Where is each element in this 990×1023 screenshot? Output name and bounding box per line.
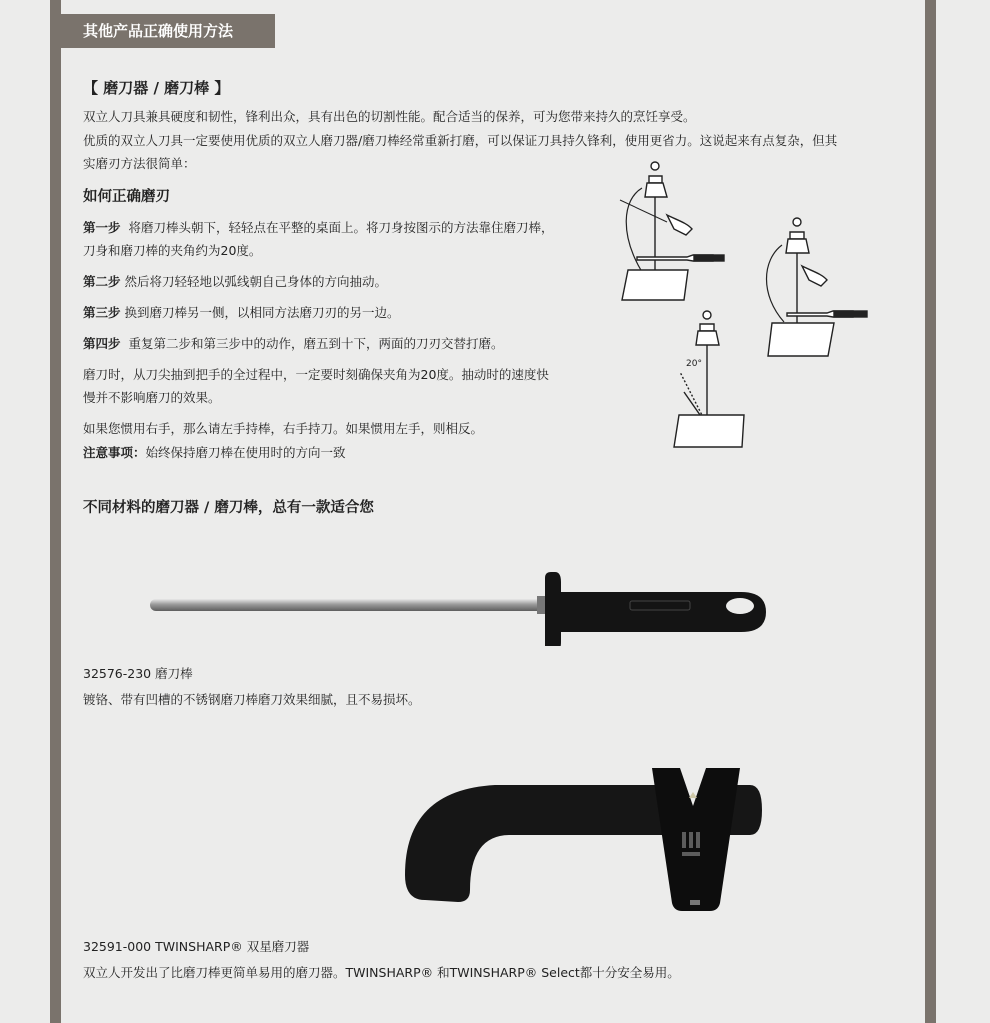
caution-line — [83, 441, 346, 464]
step-1-line-2: 刀身和磨刀棒的夹角约为20度。 — [83, 243, 262, 258]
intro-line-3: 实磨刃方法很简单： — [83, 156, 196, 171]
materials-title: 不同材料的磨刀器 / 磨刀棒，总有一款适合您 — [83, 500, 374, 516]
angle-label: 20° — [686, 359, 702, 369]
illustration-figure-2 — [767, 218, 868, 356]
step-4-label: 第四步 — [83, 336, 121, 351]
illustration-figure-3 — [674, 311, 744, 447]
right-frame-border — [925, 0, 936, 1023]
step-1-line-1 — [83, 216, 553, 239]
section-heading: 【 磨刀器 / 磨刀棒 】 — [83, 79, 230, 97]
twinsharp-image — [400, 760, 762, 918]
caution-label: 注意事项： — [83, 445, 146, 460]
step-3 — [83, 301, 400, 324]
illustration-figure-1 — [620, 162, 724, 300]
honing-rod-image — [145, 568, 770, 646]
intro-line-1: 双立人刀具兼具硬度和韧性，锋利出众，具有出色的切割性能。配合适当的保养，可为您带来持久的烹饪享受。 — [83, 109, 696, 124]
step-3-text: 换到磨刀棒另一侧，以相同方法磨刀刃的另一边。 — [124, 305, 400, 320]
step-2 — [83, 270, 387, 293]
step-1-text: 将磨刀棒头朝下，轻轻点在平整的桌面上。将刀身按图示的方法靠住磨刀棒， — [128, 220, 554, 235]
step-2-label: 第二步 — [83, 274, 121, 289]
product-1-code: 32576-230 磨刀棒 — [83, 666, 193, 681]
step-1-label: 第一步 — [83, 220, 121, 235]
section-tab: 其他产品正确使用方法 — [61, 14, 275, 48]
sharpening-illustration — [612, 160, 882, 455]
step-4 — [83, 332, 503, 355]
product-1-desc: 镀铬、带有凹槽的不锈钢磨刀棒磨刀效果细腻，且不易损坏。 — [83, 692, 421, 707]
hand-note: 如果您惯用右手，那么请左手持棒，右手持刀。如果惯用左手，则相反。 — [83, 421, 484, 436]
caution-text: 始终保持磨刀棒在使用时的方向一致 — [145, 445, 346, 460]
step-3-label: 第三步 — [83, 305, 121, 320]
step-4-text: 重复第二步和第三步中的动作，磨五到十下，两面的刀刃交替打磨。 — [128, 336, 504, 351]
intro-line-2: 优质的双立人刀具一定要使用优质的双立人磨刀器/磨刀棒经常重新打磨，可以保证刀具持久锋利，使用更省力。这说起来有点复杂，但其 — [83, 133, 838, 148]
left-frame-border — [50, 0, 61, 1023]
sharpening-note-line-2: 慢并不影响磨刀的效果。 — [83, 390, 221, 405]
product-2-code: 32591-000 TWINSHARP® 双星磨刀器 — [83, 939, 310, 954]
step-2-text: 然后将刀轻轻地以弧线朝自己身体的方向抽动。 — [124, 274, 388, 289]
zwilling-logo-icon — [682, 832, 700, 856]
product-2-desc: 双立人开发出了比磨刀棒更简单易用的磨刀器。TWINSHARP® 和TWINSHARP® Select都十分安全易用。 — [83, 965, 680, 980]
sharpening-note-line-1: 磨刀时，从刀尖抽到把手的全过程中，一定要时刻确保夹角为20度。抽动时的速度快 — [83, 367, 549, 382]
howto-title: 如何正确磨刃 — [83, 189, 170, 205]
